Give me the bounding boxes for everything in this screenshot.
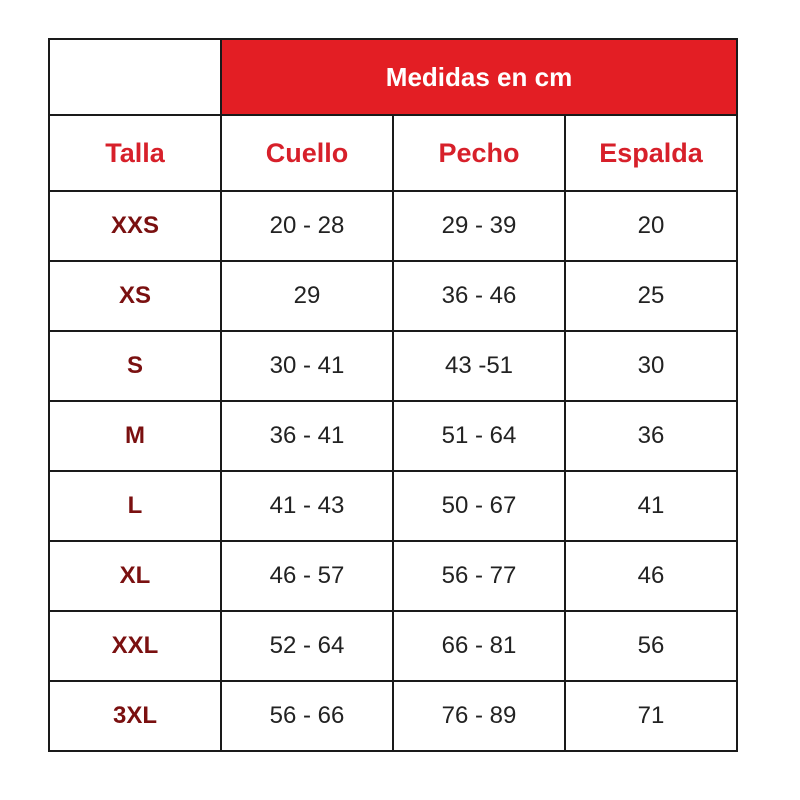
chest-cell: 29 - 39 — [393, 191, 565, 261]
chest-cell: 43 -51 — [393, 331, 565, 401]
size-chart-table — [48, 38, 738, 752]
chest-cell: 56 - 77 — [393, 541, 565, 611]
size-cell: L — [49, 471, 221, 541]
table-row — [49, 611, 737, 681]
back-cell: 30 — [565, 331, 737, 401]
back-cell: 71 — [565, 681, 737, 751]
neck-cell: 20 - 28 — [221, 191, 393, 261]
back-cell: 46 — [565, 541, 737, 611]
header-neck: Cuello — [221, 115, 393, 191]
neck-cell: 29 — [221, 261, 393, 331]
chest-cell: 66 - 81 — [393, 611, 565, 681]
chest-cell: 76 - 89 — [393, 681, 565, 751]
chest-cell: 50 - 67 — [393, 471, 565, 541]
size-cell: XS — [49, 261, 221, 331]
empty-corner-cell — [49, 39, 221, 115]
header-chest: Pecho — [393, 115, 565, 191]
size-cell: 3XL — [49, 681, 221, 751]
table-row — [49, 541, 737, 611]
table-row — [49, 261, 737, 331]
neck-cell: 36 - 41 — [221, 401, 393, 471]
table-row — [49, 681, 737, 751]
neck-cell: 52 - 64 — [221, 611, 393, 681]
neck-cell: 30 - 41 — [221, 331, 393, 401]
size-cell: XXS — [49, 191, 221, 261]
back-cell: 41 — [565, 471, 737, 541]
back-cell: 56 — [565, 611, 737, 681]
table-row — [49, 471, 737, 541]
size-cell: M — [49, 401, 221, 471]
table-row — [49, 191, 737, 261]
size-cell: XXL — [49, 611, 221, 681]
header-back: Espalda — [565, 115, 737, 191]
header-size: Talla — [49, 115, 221, 191]
neck-cell: 41 - 43 — [221, 471, 393, 541]
measurements-banner: Medidas en cm — [221, 39, 737, 115]
table-row — [49, 331, 737, 401]
neck-cell: 56 - 66 — [221, 681, 393, 751]
neck-cell: 46 - 57 — [221, 541, 393, 611]
size-cell: S — [49, 331, 221, 401]
header-row — [49, 115, 737, 191]
chest-cell: 51 - 64 — [393, 401, 565, 471]
size-cell: XL — [49, 541, 221, 611]
banner-row — [49, 39, 737, 115]
chest-cell: 36 - 46 — [393, 261, 565, 331]
table-row — [49, 401, 737, 471]
back-cell: 36 — [565, 401, 737, 471]
back-cell: 25 — [565, 261, 737, 331]
back-cell: 20 — [565, 191, 737, 261]
